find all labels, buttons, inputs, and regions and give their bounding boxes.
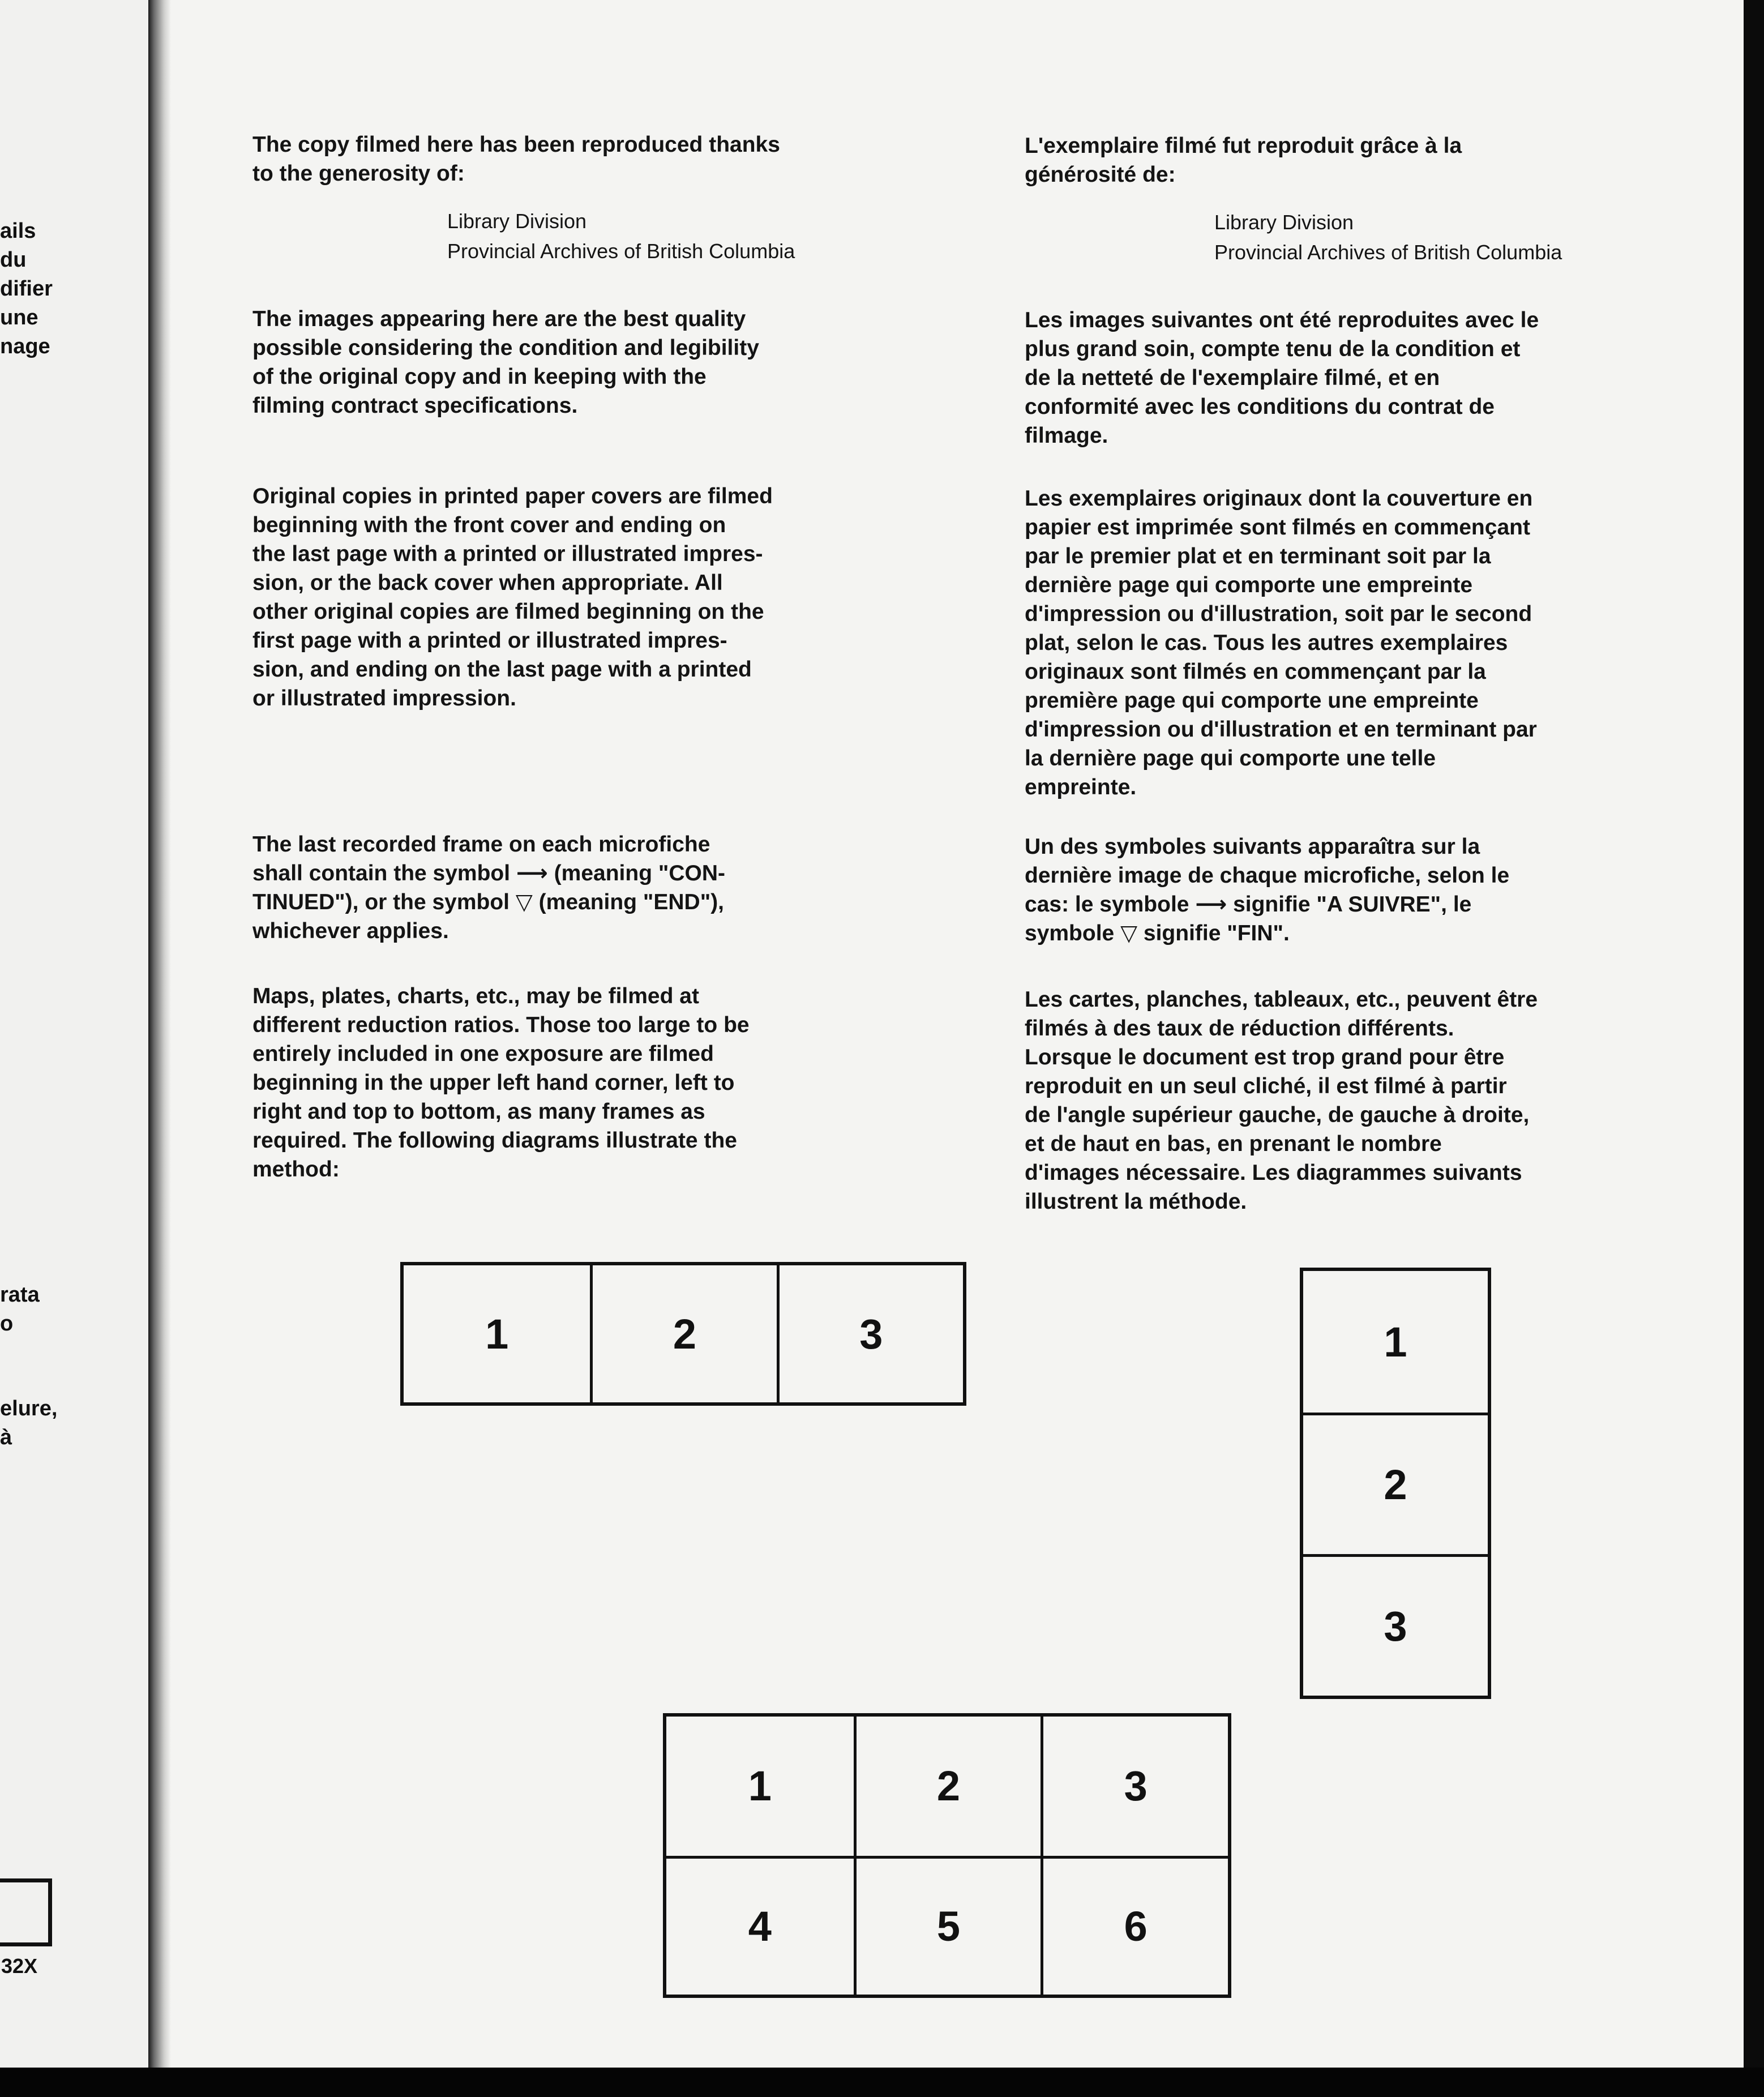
frame-cell: 3 [777,1265,963,1402]
margin-fragment-line: une [0,306,38,329]
fr-credit: Library Division Provincial Archives of British Columbia [1214,211,1562,264]
reduction-ratio-label: 32X [1,1954,38,1978]
diagram-grid-frames [663,1713,1231,1998]
en-acknowledgement: The copy filmed here has been reproduced thanks to the generosity of: [252,132,780,186]
frame-cell: 3 [1303,1554,1488,1696]
binding-shadow [148,0,171,2068]
fr-symbols: Un des symboles suivants apparaîtra sur la dernière image de chaque microfiche, selon le cas: le symbole ⟶ signifie "A SUIVRE", le symbole ▽ signifie "FIN". [1025,834,1510,945]
margin-fragment-line: ails [0,219,36,243]
margin-fragment-line: o [0,1312,14,1336]
margin-fragment-line: nage [0,335,50,358]
diagram-vertical-frames [1300,1268,1491,1699]
fr-reduction-ratios: Les cartes, planches, tableaux, etc., peuvent être filmés à des taux de réduction différents. Lorsque le document est trop grand pour être reproduit en un seul cliché, il est filmé à partir de l'angle supérieur gauche, de gauche à droite, et de haut en bas, en prenant le nombre d'images nécessaire. Les diagrammes suivants illustrent la méthode. [1025,987,1538,1214]
margin-fragment-line: difier [0,277,53,301]
margin-fragment-line: à [0,1426,12,1449]
scan-right-edge [1744,0,1764,2097]
fr-filming-order: Les exemplaires originaux dont la couverture en papier est imprimée sont filmés en commençant par le premier plat et en terminant soit par la dernière page qui comporte une empreinte d'impression ou d'illustration, soit par le second plat, selon le cas. Tous les autres exemplaires originaux sont filmés en commençant par la première page qui comporte une empreinte d'impression ou d'illustration et en terminant par la dernière page qui comporte une telle empreinte. [1025,486,1537,799]
frame-cell: 6 [1041,1856,1228,1995]
frame-cell: 2 [1303,1413,1488,1554]
margin-fragment-line: elure, [0,1397,58,1420]
en-image-quality: The images appearing here are the best quality possible considering the condition and legibility of the original copy and in keeping with the filming contract specifications. [252,307,759,418]
margin-fragment-line: du [0,248,27,272]
frame-cell: 1 [748,1762,772,1810]
margin-fragment-line: rata [0,1283,40,1307]
diagram-horizontal-frames [400,1262,966,1406]
frame-cell: 5 [854,1856,1041,1995]
en-reduction-ratios: Maps, plates, charts, etc., may be filmed at different reduction ratios. Those too large to be entirely included in one exposure are filmed beginning in the upper left hand corner, left to right and top to bottom, as many frames as required. The following diagrams illustrate the method: [252,984,750,1182]
frame-cell: 1 [485,1310,509,1358]
frame-cell: 1 [1384,1318,1407,1366]
fr-image-quality: Les images suivantes ont été reproduites avec le plus grand soin, compte tenu de la condition et de la netteté de l'exemplaire filmé, et en conformité avec les conditions du contrat de filmage. [1025,308,1539,448]
frame-cell: 2 [590,1265,776,1402]
frame-cell: 3 [1041,1717,1228,1856]
frame-cell: 4 [666,1856,854,1995]
reduction-box-fragment [0,1878,52,1946]
en-symbols: The last recorded frame on each microfiche shall contain the symbol ⟶ (meaning "CON- TINUED"), or the symbol ▽ (meaning "END"), whichever applies. [252,832,725,943]
scan-bottom-edge [0,2068,1764,2097]
fr-acknowledgement: L'exemplaire filmé fut reproduit grâce à la générosité de: [1025,134,1462,187]
en-filming-order: Original copies in printed paper covers are filmed beginning with the front cover and ending on the last page with a printed or illustrated impres- sion, or the back cover when appropriate. All other original copies are filmed beginning on the first page with a printed or illustrated impres- sion, and ending on the last page with a printed or illustrated impression. [252,484,773,711]
frame-cell: 2 [854,1717,1041,1856]
en-credit: Library Division Provincial Archives of British Columbia [447,209,795,263]
